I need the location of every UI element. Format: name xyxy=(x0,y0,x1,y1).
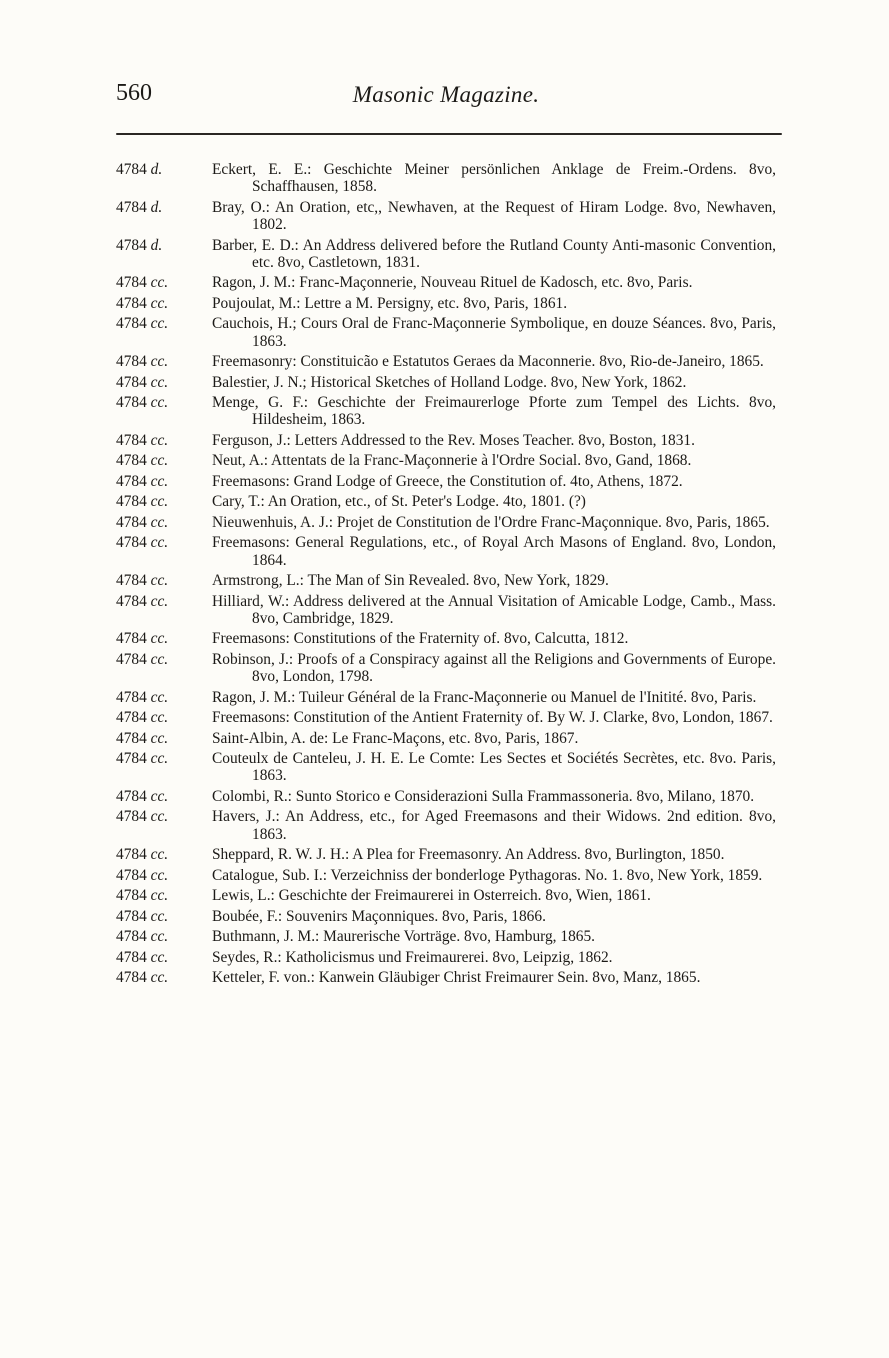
shelf-number: 4784 xyxy=(116,808,147,826)
shelf-mark xyxy=(116,394,212,429)
shelf-suffix: cc. xyxy=(150,572,169,590)
catalogue-entry xyxy=(116,750,776,785)
entry-text: Ragon, J. M.: Tuileur Général de la Franc-Maçonnerie ou Manuel de l'Initité. 8vo, Paris. xyxy=(212,688,757,706)
catalogue-entry xyxy=(116,788,776,805)
catalogue-entry xyxy=(116,572,776,589)
catalogue-entry xyxy=(116,908,776,925)
entry-text: Lewis, L.: Geschichte der Freimaurerei in Osterreich. 8vo, Wien, 1861. xyxy=(212,887,651,905)
shelf-mark xyxy=(116,651,212,686)
entry-text: Ketteler, F. von.: Kanwein Gläubiger Christ Freimaurer Sein. 8vo, Manz, 1865. xyxy=(212,968,701,986)
entry-text: Havers, J.: An Address, etc., for Aged Freemasons and their Widows. 2nd edition. 8vo, 1863. xyxy=(212,808,776,843)
shelf-suffix: cc. xyxy=(150,274,169,292)
shelf-suffix: cc. xyxy=(150,650,169,668)
shelf-number: 4784 xyxy=(116,968,147,986)
entry-text: Nieuwenhuis, A. J.: Projet de Constitution de l'Ordre Franc-Maçonnique. 8vo, Paris, 1865. xyxy=(212,513,770,531)
shelf-number: 4784 xyxy=(116,866,147,884)
shelf-mark xyxy=(116,949,212,966)
shelf-number: 4784 xyxy=(116,907,147,925)
entry-text: Colombi, R.: Sunto Storico e Considerazioni Sulla Frammassoneria. 8vo, Milano, 1870. xyxy=(212,787,755,805)
catalogue-entry xyxy=(116,274,776,291)
catalogue-entry xyxy=(116,709,776,726)
catalogue-entry xyxy=(116,689,776,706)
entry-text: Saint-Albin, A. de: Le Franc-Maçons, etc. 8vo, Paris, 1867. xyxy=(212,729,579,747)
shelf-suffix: d. xyxy=(150,198,163,216)
shelf-mark xyxy=(116,315,212,350)
shelf-number: 4784 xyxy=(116,572,147,590)
header-rule xyxy=(116,133,782,135)
shelf-suffix: cc. xyxy=(150,315,169,333)
shelf-number: 4784 xyxy=(116,630,147,648)
shelf-suffix: cc. xyxy=(150,808,169,826)
entry-text: Neut, A.: Attentats de la Franc-Maçonnerie à l'Ordre Social. 8vo, Gand, 1868. xyxy=(212,452,692,470)
entry-text: Freemasons: Constitutions of the Fraternity of. 8vo, Calcutta, 1812. xyxy=(212,630,629,648)
shelf-mark xyxy=(116,161,212,196)
shelf-mark xyxy=(116,630,212,647)
shelf-mark xyxy=(116,928,212,945)
catalogue-entry xyxy=(116,374,776,391)
entry-text: Freemasonry: Constituicão e Estatutos Geraes da Maconnerie. 8vo, Rio-de-Janeiro, 1865. xyxy=(212,353,764,371)
shelf-suffix: cc. xyxy=(150,928,169,946)
entry-text: Eckert, E. E.: Geschichte Meiner persönlichen Anklage de Freim.-Ordens. 8vo, Schaffhausen, 1858. xyxy=(212,161,776,196)
entry-text: Ragon, J. M.: Franc-Maçonnerie, Nouveau Rituel de Kadosch, etc. 8vo, Paris. xyxy=(212,274,693,292)
entry-text: Menge, G. F.: Geschichte der Freimaurerloge Pforte zum Tempel des Lichts. 8vo, Hildesheim, 1863. xyxy=(212,394,776,429)
shelf-mark xyxy=(116,274,212,291)
shelf-suffix: cc. xyxy=(150,373,169,391)
shelf-number: 4784 xyxy=(116,472,147,490)
shelf-suffix: cc. xyxy=(150,534,169,552)
shelf-number: 4784 xyxy=(116,294,147,312)
shelf-number: 4784 xyxy=(116,650,147,668)
entry-text: Seydes, R.: Katholicismus und Freimaurerei. 8vo, Leipzig, 1862. xyxy=(212,948,613,966)
shelf-number: 4784 xyxy=(116,353,147,371)
shelf-number: 4784 xyxy=(116,274,147,292)
entry-text: Cary, T.: An Oration, etc., of St. Peter's Lodge. 4to, 1801. (?) xyxy=(212,493,586,511)
shelf-number: 4784 xyxy=(116,787,147,805)
entry-text: Balestier, J. N.; Historical Sketches of Holland Lodge. 8vo, New York, 1862. xyxy=(212,373,687,391)
shelf-mark xyxy=(116,295,212,312)
catalogue-entry xyxy=(116,846,776,863)
shelf-mark xyxy=(116,969,212,986)
catalogue-entry xyxy=(116,315,776,350)
shelf-suffix: cc. xyxy=(150,887,169,905)
catalogue-entry xyxy=(116,493,776,510)
shelf-mark xyxy=(116,788,212,805)
shelf-number: 4784 xyxy=(116,161,147,178)
catalogue-entry xyxy=(116,199,776,234)
shelf-mark xyxy=(116,808,212,843)
shelf-suffix: d. xyxy=(150,236,163,254)
shelf-number: 4784 xyxy=(116,452,147,470)
catalogue-entry xyxy=(116,730,776,747)
catalogue-entries xyxy=(116,161,776,989)
catalogue-entry xyxy=(116,295,776,312)
shelf-suffix: cc. xyxy=(150,431,169,449)
shelf-mark xyxy=(116,730,212,747)
shelf-mark xyxy=(116,750,212,785)
catalogue-entry xyxy=(116,867,776,884)
shelf-mark xyxy=(116,709,212,726)
page-number: 560 xyxy=(116,80,152,106)
entry-text: Freemasons: Grand Lodge of Greece, the Constitution of. 4to, Athens, 1872. xyxy=(212,472,683,490)
catalogue-entry xyxy=(116,353,776,370)
catalogue-entry xyxy=(116,969,776,986)
shelf-suffix: cc. xyxy=(150,353,169,371)
shelf-number: 4784 xyxy=(116,236,147,254)
entry-text: Catalogue, Sub. I.: Verzeichniss der bonderloge Pythagoras. No. 1. 8vo, New York, 1859. xyxy=(212,866,763,884)
shelf-mark xyxy=(116,374,212,391)
shelf-number: 4784 xyxy=(116,513,147,531)
shelf-mark xyxy=(116,887,212,904)
catalogue-entry xyxy=(116,887,776,904)
shelf-suffix: cc. xyxy=(150,787,169,805)
shelf-suffix: cc. xyxy=(150,750,169,768)
shelf-mark xyxy=(116,572,212,589)
shelf-mark xyxy=(116,199,212,234)
shelf-suffix: cc. xyxy=(150,592,169,610)
shelf-suffix: cc. xyxy=(150,846,169,864)
shelf-number: 4784 xyxy=(116,709,147,727)
catalogue-entry xyxy=(116,593,776,628)
shelf-suffix: cc. xyxy=(150,493,169,511)
catalogue-entry xyxy=(116,808,776,843)
entry-text: Barber, E. D.: An Address delivered before the Rutland County Anti-masonic Convention, etc. 8vo, Castletown, 1831. xyxy=(212,236,776,271)
entry-text: Sheppard, R. W. J. H.: A Plea for Freemasonry. An Address. 8vo, Burlington, 1850. xyxy=(212,846,725,864)
entry-text: Armstrong, L.: The Man of Sin Revealed. 8vo, New York, 1829. xyxy=(212,572,609,590)
shelf-suffix: cc. xyxy=(150,394,169,412)
shelf-number: 4784 xyxy=(116,750,147,768)
shelf-mark xyxy=(116,493,212,510)
entry-text: Cauchois, H.; Cours Oral de Franc-Maçonnerie Symbolique, en douze Séances. 8vo, Paris, 1863. xyxy=(212,315,776,350)
shelf-suffix: cc. xyxy=(150,630,169,648)
shelf-suffix: cc. xyxy=(150,709,169,727)
shelf-mark xyxy=(116,534,212,569)
shelf-number: 4784 xyxy=(116,315,147,333)
shelf-mark xyxy=(116,689,212,706)
shelf-suffix: cc. xyxy=(150,452,169,470)
catalogue-entry xyxy=(116,534,776,569)
catalogue-entry xyxy=(116,237,776,272)
shelf-number: 4784 xyxy=(116,887,147,905)
shelf-suffix: cc. xyxy=(150,513,169,531)
shelf-suffix: cc. xyxy=(150,907,169,925)
catalogue-entry xyxy=(116,452,776,469)
catalogue-entry xyxy=(116,394,776,429)
shelf-mark xyxy=(116,908,212,925)
shelf-suffix: cc. xyxy=(150,294,169,312)
catalogue-entry xyxy=(116,630,776,647)
catalogue-entry xyxy=(116,514,776,531)
shelf-number: 4784 xyxy=(116,948,147,966)
catalogue-entry xyxy=(116,949,776,966)
entry-text: Freemasons: General Regulations, etc., of Royal Arch Masons of England. 8vo, London, 1864. xyxy=(212,534,776,569)
shelf-suffix: cc. xyxy=(150,866,169,884)
shelf-suffix: cc. xyxy=(150,948,169,966)
shelf-mark xyxy=(116,237,212,272)
shelf-mark xyxy=(116,846,212,863)
shelf-number: 4784 xyxy=(116,394,147,412)
shelf-number: 4784 xyxy=(116,846,147,864)
entry-text: Bray, O.: An Oration, etc,, Newhaven, at the Request of Hiram Lodge. 8vo, Newhaven, 1802. xyxy=(212,198,776,234)
shelf-suffix: cc. xyxy=(150,729,169,747)
shelf-mark xyxy=(116,452,212,469)
shelf-suffix: cc. xyxy=(150,968,169,986)
shelf-suffix: cc. xyxy=(150,472,169,490)
shelf-number: 4784 xyxy=(116,928,147,946)
entry-text: Freemasons: Constitution of the Antient Fraternity of. By W. J. Clarke, 8vo, London, 1867. xyxy=(212,709,773,727)
shelf-suffix: d. xyxy=(150,161,163,178)
entry-text: Ferguson, J.: Letters Addressed to the Rev. Moses Teacher. 8vo, Boston, 1831. xyxy=(212,431,695,449)
entry-text: Boubée, F.: Souvenirs Maçonniques. 8vo, Paris, 1866. xyxy=(212,907,546,925)
entry-text: Couteulx de Canteleu, J. H. E. Le Comte: Les Sectes et Sociétés Secrètes, etc. 8vo. Paris, 1863. xyxy=(212,750,776,785)
catalogue-entry xyxy=(116,473,776,490)
shelf-number: 4784 xyxy=(116,688,147,706)
shelf-number: 4784 xyxy=(116,198,147,216)
shelf-number: 4784 xyxy=(116,493,147,511)
shelf-number: 4784 xyxy=(116,431,147,449)
shelf-number: 4784 xyxy=(116,373,147,391)
catalogue-entry xyxy=(116,432,776,449)
shelf-number: 4784 xyxy=(116,534,147,552)
running-title: Masonic Magazine. xyxy=(352,82,540,107)
page-header xyxy=(116,80,776,116)
shelf-mark xyxy=(116,353,212,370)
shelf-mark xyxy=(116,867,212,884)
shelf-mark xyxy=(116,473,212,490)
catalogue-entry xyxy=(116,928,776,945)
shelf-suffix: cc. xyxy=(150,688,169,706)
shelf-mark xyxy=(116,514,212,531)
entry-text: Buthmann, J. M.: Maurerische Vorträge. 8vo, Hamburg, 1865. xyxy=(212,928,596,946)
entry-text: Poujoulat, M.: Lettre a M. Persigny, etc. 8vo, Paris, 1861. xyxy=(212,294,568,312)
shelf-number: 4784 xyxy=(116,592,147,610)
entry-text: Hilliard, W.: Address delivered at the Annual Visitation of Amicable Lodge, Camb., Mass. 8vo, Cambridge, 1829. xyxy=(212,592,776,627)
catalogue-entry xyxy=(116,651,776,686)
shelf-mark xyxy=(116,432,212,449)
entry-text: Robinson, J.: Proofs of a Conspiracy against all the Religions and Governments of Europe. 8vo, London, 1798. xyxy=(212,650,776,686)
shelf-number: 4784 xyxy=(116,729,147,747)
shelf-mark xyxy=(116,593,212,628)
catalogue-entry xyxy=(116,161,776,196)
